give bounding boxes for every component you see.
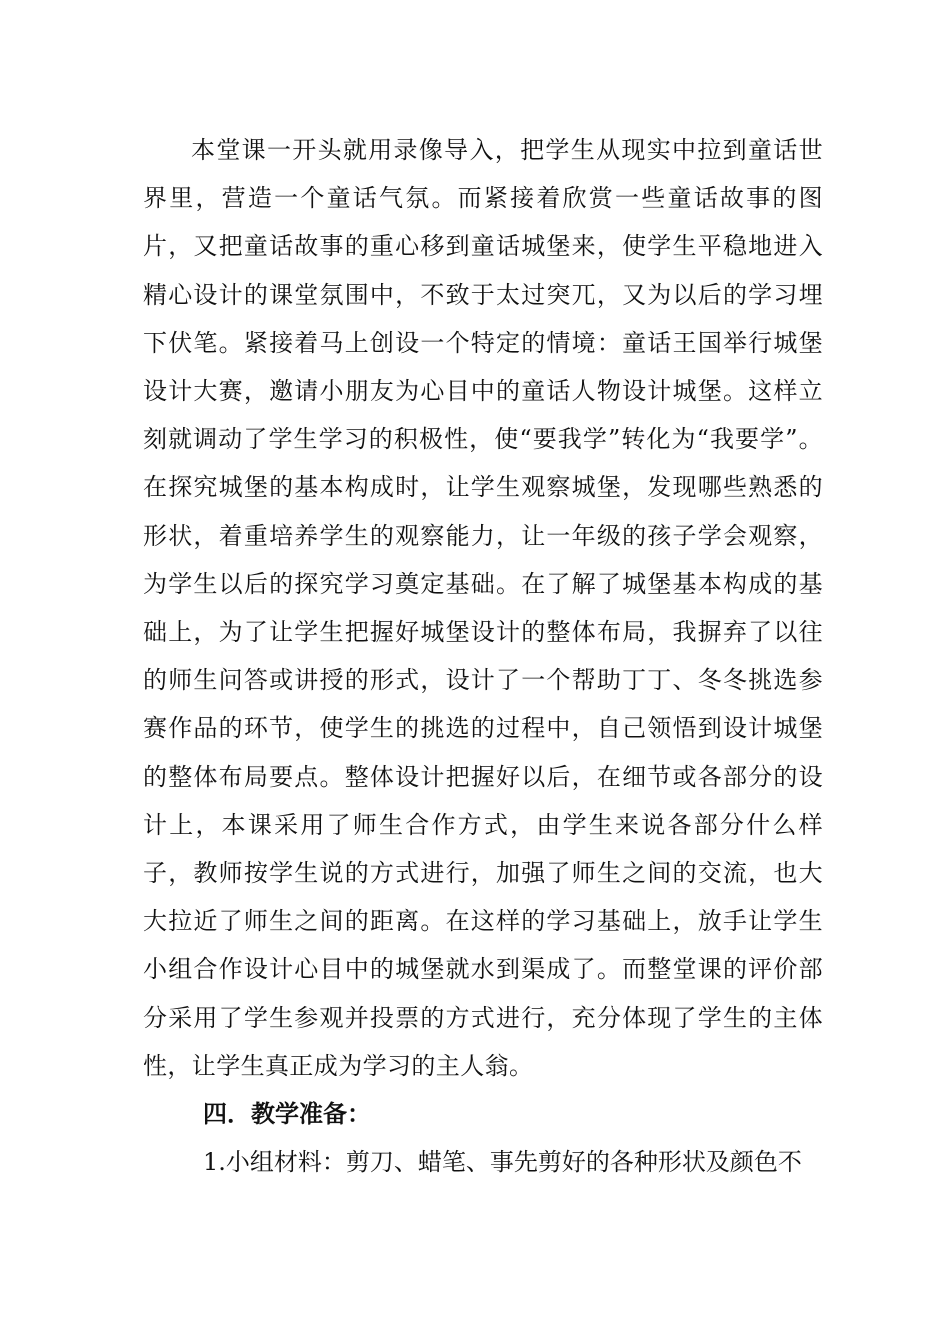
list-item: 1.小组材料：剪刀、蜡笔、事先剪好的各种形状及颜色不: [203, 1148, 802, 1177]
body-paragraph: 本堂课一开头就用录像导入，把学生从现实中拉到童话世界里，营造一个童话气氛。而紧接着欣赏一些童话故事的图片，又把童话故事的重心移到童话城堡来，使学生平稳地进入精心设计的课堂氛围中，不致于太过突兀，又为以后的学习埋下伏笔。紧接着马上创设一个特定的情境：童话王国举行城堡设计大赛，邀请小朋友为心目中的童话人物设计城堡。这样立刻就调动了学生学习的积极性，使“要我学”转化为“我要学”。在探究城堡的基本构成时，让学生观察城堡，发现哪些熟悉的形状，着重培养学生的观察能力，让一年级的孩子学会观察，为学生以后的探究学习奠定基础。在了解了城堡基本构成的基础上，为了让学生把握好城堡设计的整体布局，我摒弃了以往的师生问答或讲授的形式，设计了一个帮助丁丁、冬冬挑选参赛作品的环节，使学生的挑选的过程中，自己领悟到设计城堡的整体布局要点。整体设计把握好以后，在细节或各部分的设计上，本课采用了师生合作方式，由学生来说各部分什么样子，教师按学生说的方式进行，加强了师生之间的交流，也大大拉近了师生之间的距离。在这样的学习基础上，放手让学生小组合作设计心目中的城堡就水到渠成了。而整堂课的评价部分采用了学生参观并投票的方式进行，充分体现了学生的主体性，让学生真正成为学习的主人翁。: [143, 136, 823, 1080]
document-body: [143, 126, 823, 1186]
section-heading: 四．教学准备：: [203, 1099, 371, 1129]
